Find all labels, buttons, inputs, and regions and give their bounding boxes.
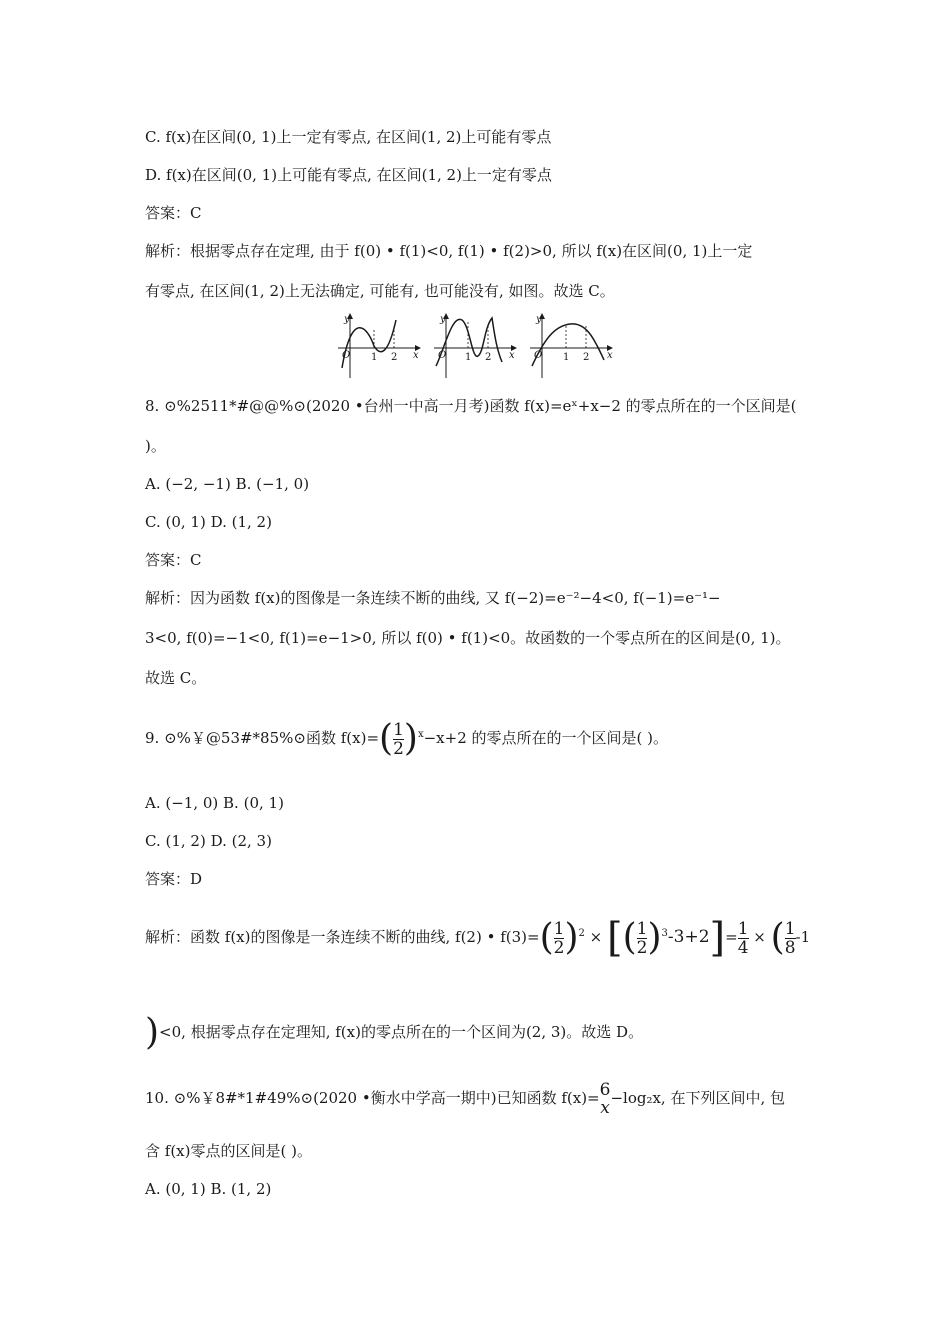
svg-text:y: y xyxy=(440,314,446,325)
answer-q7: 答案：C xyxy=(145,204,202,222)
explanation-q8-line2: 3<0, f(0)=−1<0, f(1)=e−1>0, 所以 f(0) • f(1)<0。故函数的一个零点所在的区间是(0, 1)。 xyxy=(145,629,791,647)
question-10-line1 xyxy=(145,1070,785,1126)
function-graphs xyxy=(330,310,620,386)
question-10-suffix: −log₂x, 在下列区间中, 包 xyxy=(610,1089,785,1107)
explanation-q8-line3: 故选 C。 xyxy=(145,669,207,687)
explanation-q9-prefix: 解析：函数 f(x)的图像是一条连续不断的曲线, f(2) • f(3)= xyxy=(145,928,540,946)
line-option-c-q7: C. f(x)在区间(0, 1)上一定有零点, 在区间(1, 2)上可能有零点 xyxy=(145,128,552,146)
question-9-options-ab: A. (−1, 0) B. (0, 1) xyxy=(145,794,284,812)
graph-3 xyxy=(530,314,613,378)
question-9-options-cd: C. (1, 2) D. (2, 3) xyxy=(145,832,272,850)
explanation-q8-line1: 解析：因为函数 f(x)的图像是一条连续不断的曲线, 又 f(−2)=e⁻²−4<0, f(−1)=e⁻¹− xyxy=(145,589,721,607)
fraction-six-over-x: 6 x xyxy=(599,1080,611,1118)
line-option-d-q7: D. f(x)在区间(0, 1)上可能有零点, 在区间(1, 2)上一定有零点 xyxy=(145,166,552,184)
question-9-prefix: 9. ⊙%￥@53#*85%⊙函数 f(x)= xyxy=(145,729,380,747)
explanation-q9-line2: )<0, 根据零点存在定理知, f(x)的零点所在的一个区间为(2, 3)。故选 D。 xyxy=(145,1012,644,1053)
svg-text:y: y xyxy=(344,314,350,325)
question-9-line1: 9. ⊙%￥@53#*85%⊙函数 f(x)=( $\frac{1}{2}$ )$^x$−x+2 的零点所在的一个区间是( )。 xyxy=(145,718,668,759)
svg-text:2: 2 xyxy=(391,352,398,363)
svg-text:y: y xyxy=(536,314,542,325)
svg-text:x: x xyxy=(509,350,515,361)
question-9-suffix: −x+2 的零点所在的一个区间是( )。 xyxy=(423,729,668,747)
graph-1 xyxy=(338,314,420,378)
answer-q9: 答案：D xyxy=(145,870,203,888)
answer-q8: 答案：C xyxy=(145,551,202,569)
svg-text:x: x xyxy=(413,350,419,361)
question-8-line1: 8. ⊙%2511*#@@%⊙(2020 •台州一中高一月考)函数 f(x)=eˣ+x−2 的零点所在的一个区间是( xyxy=(145,397,797,415)
explanation-q9-line1: 解析：函数 f(x)的图像是一条连续不断的曲线, f(2) • f(3)=( $\frac{1}{2}$ )$^2$ × [( $\frac{1}{2}$ )$^3$-3+2]= $\frac{1}{4}$ × ( $\frac{1}{8}$ -1 xyxy=(145,915,811,961)
svg-text:1: 1 xyxy=(465,352,472,363)
svg-text:O: O xyxy=(342,350,351,361)
svg-text:1: 1 xyxy=(371,352,378,363)
fraction-one-half: $\frac{1}{2}$ xyxy=(393,719,404,759)
question-10-line2: 含 f(x)零点的区间是( )。 xyxy=(145,1142,312,1160)
explanation-q7-line2: 有零点, 在区间(1, 2)上无法确定, 可能有, 也可能没有, 如图。故选 C。 xyxy=(145,282,615,300)
question-8-options-ab: A. (−2, −1) B. (−1, 0) xyxy=(145,475,310,493)
question-8-options-cd: C. (0, 1) D. (1, 2) xyxy=(145,513,272,531)
question-8-line2: )。 xyxy=(145,437,166,455)
explanation-q7-line1: 解析：根据零点存在定理, 由于 f(0) • f(1)<0, f(1) • f(2)>0, 所以 f(x)在区间(0, 1)上一定 xyxy=(145,242,753,260)
question-10-prefix: 10. ⊙%￥8#*1#49%⊙(2020 •衡水中学高一期中)已知函数 f(x)= xyxy=(145,1089,600,1107)
question-10-options-ab: A. (0, 1) B. (1, 2) xyxy=(145,1180,272,1198)
svg-text:2: 2 xyxy=(583,352,590,363)
svg-text:1: 1 xyxy=(563,352,570,363)
svg-text:O: O xyxy=(534,350,543,361)
graph-2 xyxy=(434,314,516,378)
svg-text:2: 2 xyxy=(485,352,492,363)
svg-text:O: O xyxy=(438,350,447,361)
svg-text:x: x xyxy=(607,350,613,361)
